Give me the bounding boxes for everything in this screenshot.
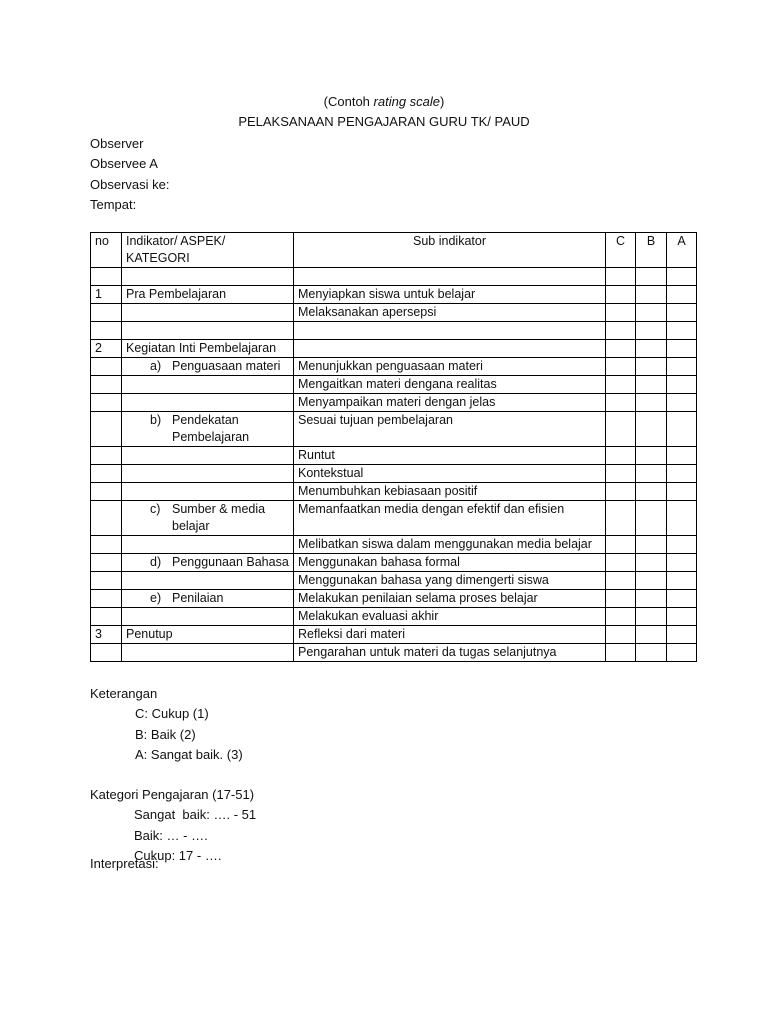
row-sub-indikator: Kontekstual [294, 465, 606, 483]
row-sub-indikator: Menggunakan bahasa formal [294, 554, 606, 572]
rating-cell[interactable] [667, 394, 697, 412]
rating-cell[interactable] [667, 358, 697, 376]
interpretasi-label: Interpretasi: [90, 856, 159, 871]
rating-cell[interactable] [636, 554, 667, 572]
table-row [91, 358, 697, 376]
rating-cell[interactable] [667, 268, 697, 286]
row-no: 3 [91, 626, 122, 644]
table-row [91, 465, 697, 483]
keterangan-title: Keterangan [90, 686, 158, 701]
table-row [91, 501, 697, 536]
rating-cell[interactable] [667, 554, 697, 572]
rating-cell[interactable] [636, 626, 667, 644]
kategori-cukup: Cukup: 17 - …. [134, 848, 222, 864]
aspect-label: Pendekatan Pembelajaran [172, 413, 250, 444]
row-sub-indikator: Menunjukkan penguasaan materi [294, 358, 606, 376]
rating-cell[interactable] [636, 286, 667, 304]
header-c: C [606, 233, 636, 268]
rating-cell[interactable] [636, 376, 667, 394]
spacer [90, 765, 256, 785]
rating-cell[interactable] [636, 358, 667, 376]
aspect-letter: a) [150, 359, 162, 373]
row-sub-indikator: Menyampaikan materi dengan jelas [294, 394, 606, 412]
legend-c: C: Cukup (1) [135, 706, 209, 722]
rating-cell[interactable] [606, 394, 636, 412]
rating-cell[interactable] [606, 590, 636, 608]
aspect-letter: d) [150, 555, 162, 569]
aspect-label: Penguasaan materi [172, 359, 281, 373]
table-row [91, 268, 697, 286]
rating-cell[interactable] [636, 501, 667, 536]
paren-open: ( [323, 94, 328, 109]
aspect-sumber-media [122, 501, 294, 536]
rating-cell[interactable] [667, 412, 697, 447]
rating-cell[interactable] [606, 501, 636, 536]
row-indikator: Pra Pembelajaran [122, 286, 294, 304]
row-sub-indikator: Memanfaatkan media dengan efektif dan efisien [294, 501, 606, 536]
table-header-row [91, 233, 697, 268]
rating-cell[interactable] [667, 536, 697, 554]
rating-cell[interactable] [606, 536, 636, 554]
rating-cell[interactable] [667, 340, 697, 358]
rating-cell[interactable] [636, 465, 667, 483]
rating-cell[interactable] [636, 644, 667, 662]
rating-cell[interactable] [667, 304, 697, 322]
rating-cell[interactable] [606, 286, 636, 304]
row-indikator: Kegiatan Inti Pembelajaran [122, 340, 294, 358]
table-row [91, 412, 697, 447]
aspect-letter: b) [150, 413, 162, 427]
rating-cell[interactable] [667, 322, 697, 340]
rating-cell[interactable] [667, 501, 697, 536]
rating-cell[interactable] [667, 286, 697, 304]
rating-cell[interactable] [636, 268, 667, 286]
table-row [91, 590, 697, 608]
table-row [91, 536, 697, 554]
notes-section [90, 684, 256, 866]
row-no: 2 [91, 340, 122, 358]
rating-cell[interactable] [667, 572, 697, 590]
row-sub-indikator: Pengarahan untuk materi da tugas selanjutnya [294, 644, 606, 662]
rating-cell[interactable] [606, 608, 636, 626]
rating-cell[interactable] [606, 483, 636, 501]
rating-cell[interactable] [606, 304, 636, 322]
aspect-label: Penggunaan Bahasa [172, 555, 289, 569]
rating-cell[interactable] [606, 358, 636, 376]
rating-cell[interactable] [606, 554, 636, 572]
rating-cell[interactable] [636, 304, 667, 322]
header-b: B [636, 233, 667, 268]
rating-cell[interactable] [636, 572, 667, 590]
observer-label: Observer [90, 136, 144, 151]
table-row [91, 322, 697, 340]
aspect-letter: e) [150, 591, 162, 605]
document-subtitle [0, 94, 768, 109]
table-row [91, 447, 697, 465]
rating-cell[interactable] [606, 465, 636, 483]
row-sub-indikator: Menggunakan bahasa yang dimengerti siswa [294, 572, 606, 590]
header-no: no [91, 233, 122, 268]
row-sub-indikator: Melaksanakan apersepsi [294, 304, 606, 322]
rating-cell[interactable] [606, 572, 636, 590]
table-row [91, 644, 697, 662]
row-indikator: Penutup [122, 626, 294, 644]
table-row [91, 608, 697, 626]
aspect-pendekatan [122, 412, 294, 447]
header-sub-indikator: Sub indikator [294, 233, 606, 268]
rating-scale-table [90, 232, 697, 662]
table-row [91, 483, 697, 501]
aspect-label: Penilaian [172, 591, 224, 605]
rating-cell[interactable] [606, 340, 636, 358]
observasi-label: Observasi ke: [90, 176, 170, 192]
rating-cell[interactable] [606, 268, 636, 286]
table-row [91, 286, 697, 304]
rating-cell[interactable] [667, 590, 697, 608]
rating-cell[interactable] [606, 322, 636, 340]
rating-cell[interactable] [636, 447, 667, 465]
kategori-baik: Baik: … - …. [134, 827, 208, 843]
legend-b: B: Baik (2) [135, 726, 196, 742]
rating-cell[interactable] [667, 465, 697, 483]
rating-cell[interactable] [636, 608, 667, 626]
table-row [91, 626, 697, 644]
observation-meta [90, 134, 169, 215]
rating-cell[interactable] [667, 626, 697, 644]
header-a: A [667, 233, 697, 268]
rating-cell[interactable] [606, 626, 636, 644]
document-title: PELAKSANAAN PENGAJARAN GURU TK/ PAUD [238, 114, 530, 129]
aspect-label: Sumber & media belajar [172, 502, 266, 533]
row-sub-indikator: Refleksi dari materi [294, 626, 606, 644]
row-sub-indikator: Mengaitkan materi dengana realitas [294, 376, 606, 394]
row-sub-indikator: Melibatkan siswa dalam menggunakan media belajar [294, 536, 606, 554]
row-no: 1 [91, 286, 122, 304]
kategori-title: Kategori Pengajaran (17-51) [90, 787, 255, 803]
rating-cell[interactable] [606, 376, 636, 394]
rating-cell[interactable] [636, 483, 667, 501]
rating-cell[interactable] [606, 447, 636, 465]
table-row [91, 304, 697, 322]
rating-cell[interactable] [636, 590, 667, 608]
rating-scale-text: rating scale [373, 94, 441, 109]
legend-a: A: Sangat baik. (3) [135, 746, 243, 762]
rating-cell[interactable] [667, 376, 697, 394]
aspect-bahasa [122, 554, 294, 572]
table-row [91, 340, 697, 358]
row-sub-indikator: Runtut [294, 447, 606, 465]
paren-close: ) [440, 94, 445, 109]
rating-cell[interactable] [606, 412, 636, 447]
row-sub-indikator: Sesuai tujuan pembelajaran [294, 412, 606, 447]
rating-cell[interactable] [636, 536, 667, 554]
aspect-penilaian [122, 590, 294, 608]
rating-cell[interactable] [667, 483, 697, 501]
kategori-sangat-baik: Sangat baik: …. - 51 [134, 807, 257, 823]
table-row [91, 554, 697, 572]
row-sub-indikator: Melakukan penilaian selama proses belajar [294, 590, 606, 608]
table-row [91, 376, 697, 394]
row-sub-indikator: Menyiapkan siswa untuk belajar [294, 286, 606, 304]
aspect-letter: c) [150, 502, 161, 516]
rating-cell[interactable] [636, 322, 667, 340]
table-row [91, 572, 697, 590]
aspect-penguasaan [122, 358, 294, 376]
rating-cell[interactable] [606, 644, 636, 662]
tempat-label: Tempat: [90, 196, 137, 212]
rating-cell[interactable] [667, 608, 697, 626]
row-sub-indikator: Melakukan evaluasi akhir [294, 608, 606, 626]
rating-cell[interactable] [667, 447, 697, 465]
contoh-text: Contoh [327, 94, 374, 109]
row-sub-indikator: Menumbuhkan kebiasaan positif [294, 483, 606, 501]
table-row [91, 394, 697, 412]
rating-cell[interactable] [636, 412, 667, 447]
header-indikator: Indikator/ ASPEK/ KATEGORI [122, 233, 294, 268]
observee-label: Observee A [90, 156, 158, 172]
rating-cell[interactable] [636, 394, 667, 412]
rating-cell[interactable] [667, 644, 697, 662]
rating-cell[interactable] [636, 340, 667, 358]
